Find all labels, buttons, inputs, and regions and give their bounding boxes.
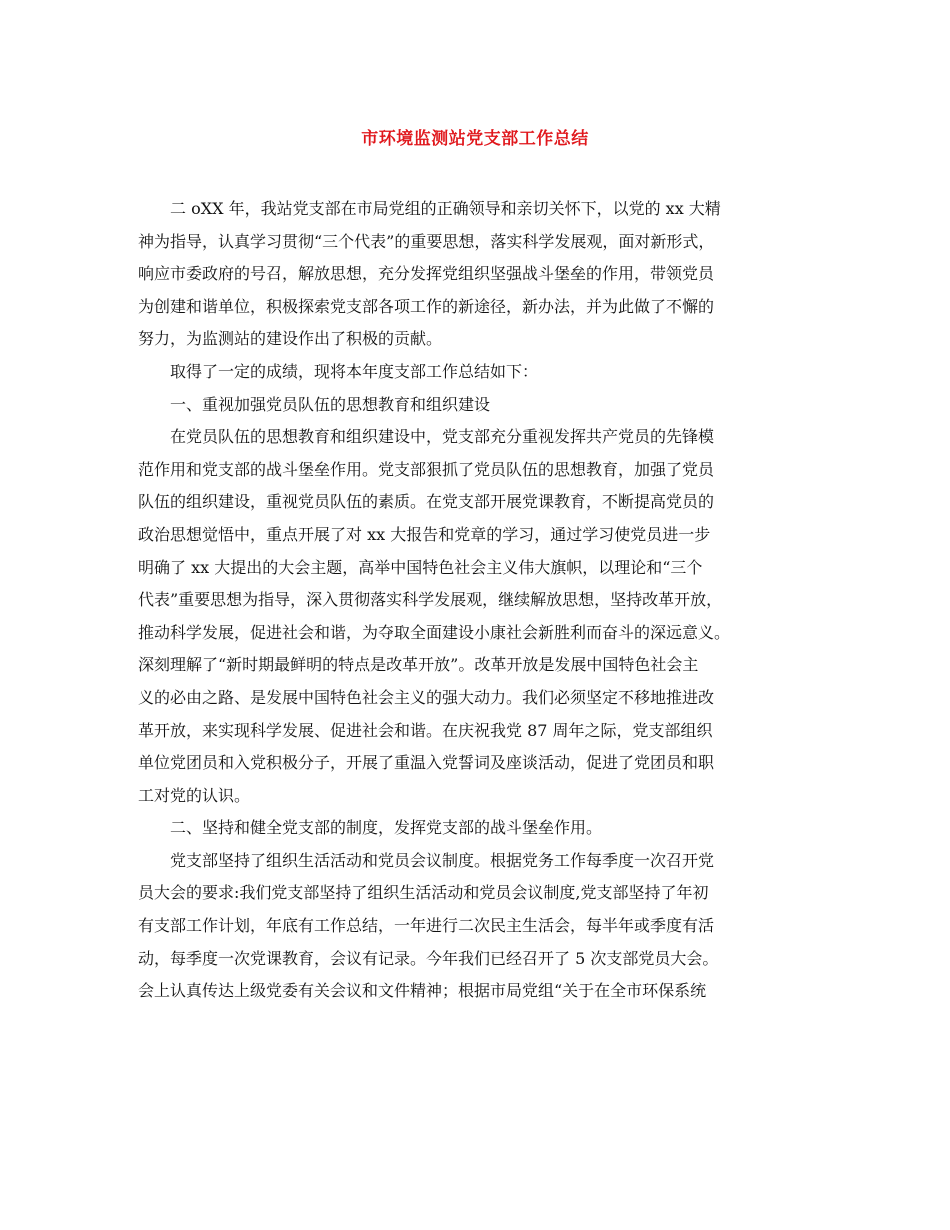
text-line: 一、重视加强党员队伍的思想教育和组织建设: [170, 394, 491, 414]
text-line: 在党员队伍的思想教育和组织建设中，党支部充分重视发挥共产党员的先锋模: [170, 427, 715, 447]
text-line: 响应市委政府的号召，解放思想，充分发挥党组织坚强战斗堡垒的作用，带领党员: [138, 264, 715, 284]
document-body: [138, 193, 810, 1008]
text-line: 推动科学发展，促进社会和谐，为夺取全面建设小康社会新胜利而奋斗的深远意义。: [138, 622, 731, 642]
text-line: 员大会的要求:我们党支部坚持了组织生活活动和党员会议制度,党支部坚持了年初: [138, 883, 709, 903]
document-title: 市环境监测站党支部工作总结: [361, 129, 589, 149]
text-line: 革开放，来实现科学发展、促进社会和谐。在庆祝我党 87 周年之际，党支部组织: [138, 720, 713, 740]
text-line: 党支部坚持了组织生活活动和党员会议制度。根据党务工作每季度一次召开党: [170, 850, 715, 870]
text-line: 明确了 xx 大提出的大会主题，高举中国特色社会主义伟大旗帜，以理论和“三个: [138, 557, 703, 577]
text-line: 政治思想觉悟中，重点开展了对 xx 大报告和党章的学习，通过学习使党员进一步: [138, 524, 711, 544]
text-line: 二 oXX 年，我站党支部在市局党组的正确领导和亲切关怀下，以党的 xx 大精: [170, 199, 721, 218]
text-line: 有支部工作计划，年底有工作总结，一年进行二次民主生活会，每半年或季度有活: [138, 916, 715, 936]
text-line: 努力，为监测站的建设作出了积极的贡献。: [138, 329, 443, 349]
text-line: 工对党的认识。: [138, 785, 251, 805]
text-line: 代表”重要思想为指导，深入贯彻落实科学发展观，继续解放思想，坚持改革开放，: [138, 590, 723, 610]
text-line: 动，每季度一次党课教育，会议有记录。今年我们已经召开了 5 次支部党员大会。: [138, 948, 719, 968]
text-line: 取得了一定的成绩，现将本年度支部工作总结如下：: [170, 361, 539, 381]
text-line: 深刻理解了“新时期最鲜明的特点是改革开放”。改革开放是发展中国特色社会主: [138, 655, 699, 675]
text-line: 二、坚持和健全党支部的制度，发挥党支部的战斗堡垒作用。: [170, 818, 603, 838]
text-line: 队伍的组织建设，重视党员队伍的素质。在党支部开展党课教育，不断提高党员的: [138, 492, 715, 512]
text-line: 神为指导，认真学习贯彻“三个代表”的重要思想，落实科学发展观，面对新形式，: [138, 231, 715, 251]
text-line: 范作用和党支部的战斗堡垒作用。党支部狠抓了党员队伍的思想教育，加强了党员: [138, 459, 715, 479]
text-line: 为创建和谐单位，积极探索党支部各项工作的新途径，新办法，并为此做了不懈的: [138, 296, 715, 316]
text-line: 义的必由之路、是发展中国特色社会主义的强大动力。我们必须坚定不移地推进改: [138, 687, 715, 707]
text-line: 单位党团员和入党积极分子，开展了重温入党誓词及座谈活动，促进了党团员和职: [138, 753, 715, 773]
text-line: 会上认真传达上级党委有关会议和文件精神；根据市局党组“关于在全市环保系统: [138, 981, 707, 1001]
